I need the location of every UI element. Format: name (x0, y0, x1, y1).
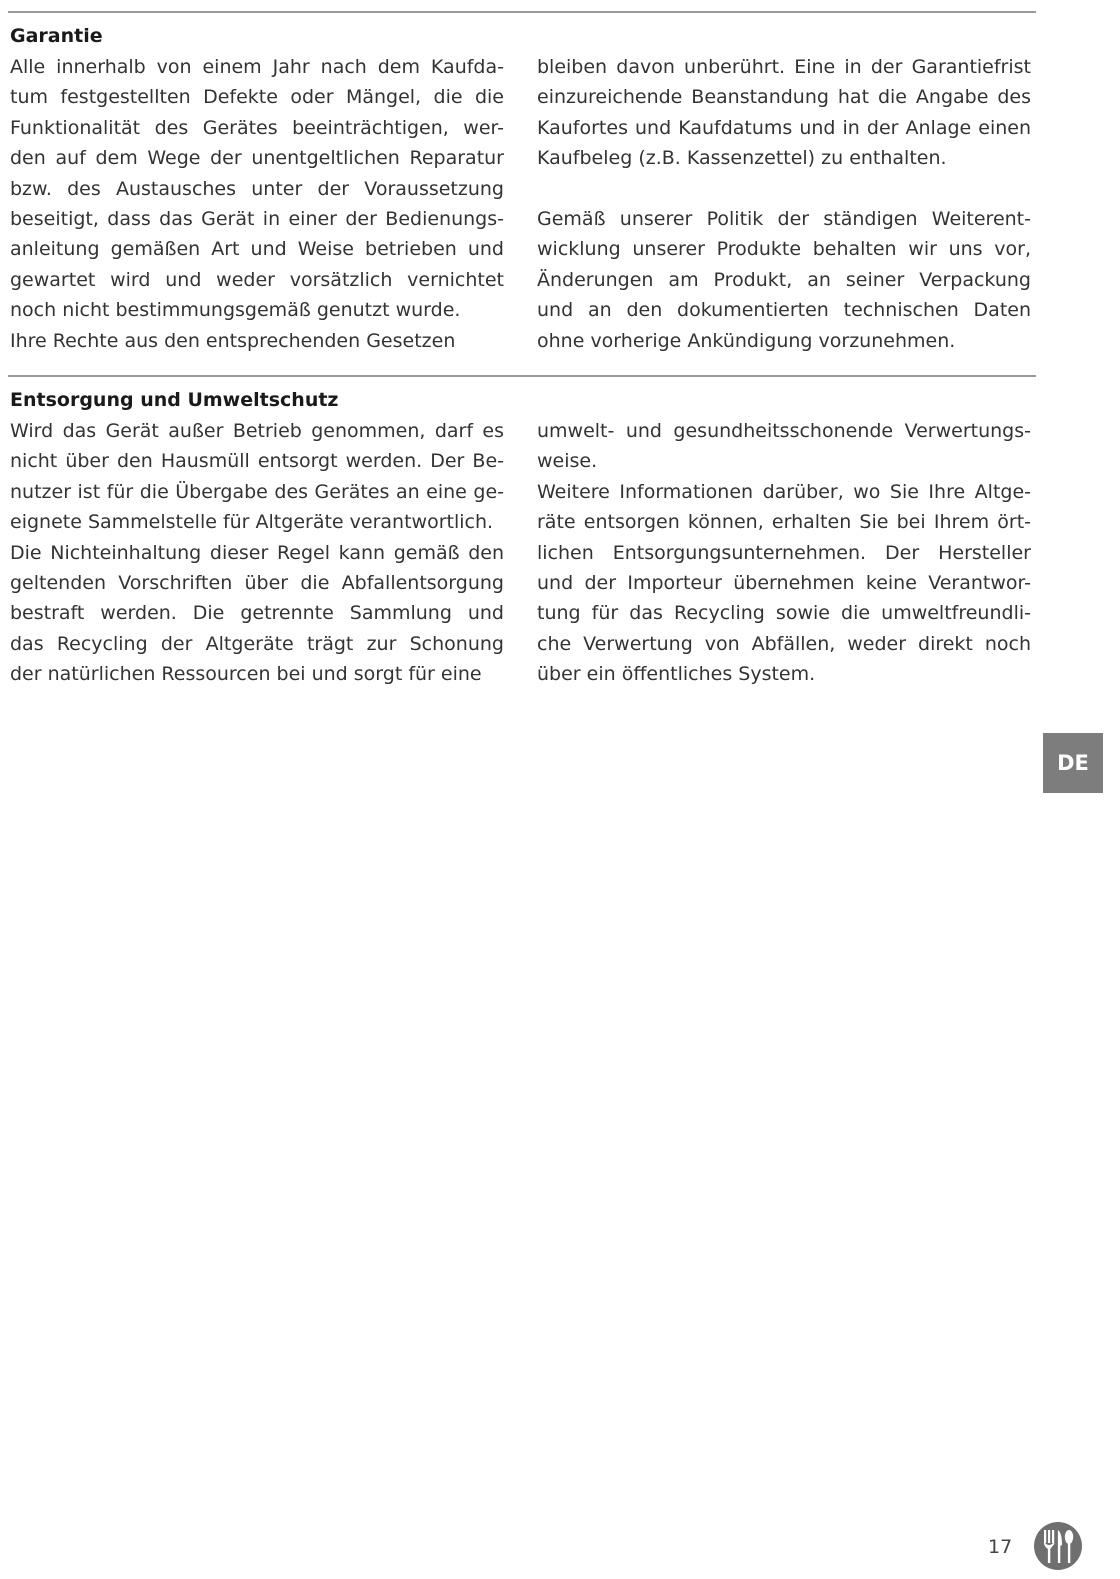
entsorgung-text-left (10, 416, 504, 690)
text-line: bzw. des Austausches unter der Voraussetzung (10, 177, 504, 200)
text-line: Kaufbeleg (z.B. Kassenzettel) zu enthalten. (537, 147, 947, 170)
entsorgung-text-right (537, 416, 1031, 690)
text-line: und an den dokumentierten technischen Daten (537, 299, 1031, 322)
text-line: Änderungen am Produkt, an seiner Verpackung (537, 268, 1031, 291)
text-line: bestraft werden. Die getrennte Sammlung und (10, 602, 504, 625)
text-line: weise. (537, 450, 598, 473)
text-line: anleitung gemäßen Art und Weise betrieben und (10, 238, 504, 261)
text-line: beseitigt, dass das Gerät in einer der Bedienungs- (10, 207, 504, 230)
text-line: nicht über den Hausmüll entsorgt werden. Der Be- (10, 450, 504, 473)
text-line: und der Importeur übernehmen keine Verantwor- (537, 571, 1031, 594)
text-line: räte entsorgen können, erhalten Sie bei Ihrem ört- (537, 511, 1031, 534)
cutlery-icon (1033, 1521, 1083, 1571)
text-line: eignete Sammelstelle für Altgeräte verantwortlich. (10, 511, 494, 534)
text-line: nutzer ist für die Übergabe des Gerätes an eine ge- (10, 480, 504, 503)
heading-garantie: Garantie (10, 25, 103, 47)
garantie-text-left (10, 52, 504, 356)
text-line: Kaufortes und Kaufdatums und in der Anlage einen (537, 116, 1031, 139)
text-line: über ein öffentliches System. (537, 663, 816, 686)
text-line: tung für das Recycling sowie die umweltfreundli- (537, 602, 1031, 625)
text-line (537, 174, 1031, 204)
text-line: Wird das Gerät außer Betrieb genommen, darf es (10, 420, 504, 442)
text-line: den auf dem Wege der unentgeltlichen Reparatur (10, 147, 504, 170)
text-line: Funktionalität des Gerätes beeinträchtigen, wer- (10, 116, 504, 139)
text-line: ohne vorherige Ankündigung vorzunehmen. (537, 329, 956, 352)
text-line: Gemäß unserer Politik der ständigen Weiterent- (537, 207, 1031, 230)
text-line: gewartet wird und weder vorsätzlich vernichtet (10, 268, 504, 291)
page-number: 17 (988, 1536, 1013, 1558)
garantie-text-right (537, 52, 1031, 356)
text-line: tum festgestellten Defekte oder Mängel, die die (10, 86, 504, 109)
text-line: geltenden Vorschriften über die Abfallentsorgung (10, 571, 504, 594)
text-line: Ihre Rechte aus den entsprechenden Gesetzen (10, 329, 456, 352)
section-divider-garantie (8, 11, 1036, 13)
text-line: noch nicht bestimmungsgemäß genutzt wurde. (10, 299, 461, 322)
text-line: das Recycling der Altgeräte trägt zur Schonung (10, 632, 504, 655)
heading-entsorgung: Entsorgung und Umweltschutz (10, 389, 339, 411)
language-tab: DE (1043, 733, 1103, 793)
text-line: der natürlichen Ressourcen bei und sorgt für eine (10, 663, 482, 686)
section-divider-entsorgung (8, 375, 1036, 377)
text-line: einzureichende Beanstandung hat die Angabe des (537, 86, 1031, 109)
text-line: bleiben davon unberührt. Eine in der Garantiefrist (537, 56, 1031, 78)
text-line: Die Nichteinhaltung dieser Regel kann gemäß den (10, 541, 504, 564)
text-line: umwelt- und gesundheitsschonende Verwertungs- (537, 420, 1031, 442)
text-line: wicklung unserer Produkte behalten wir uns vor, (537, 238, 1031, 261)
text-line: che Verwertung von Abfällen, weder direkt noch (537, 632, 1031, 655)
text-line: Weitere Informationen darüber, wo Sie Ihre Altge- (537, 480, 1031, 503)
text-line: Alle innerhalb von einem Jahr nach dem Kaufda- (10, 56, 504, 78)
text-line: lichen Entsorgungsunternehmen. Der Hersteller (537, 541, 1031, 564)
